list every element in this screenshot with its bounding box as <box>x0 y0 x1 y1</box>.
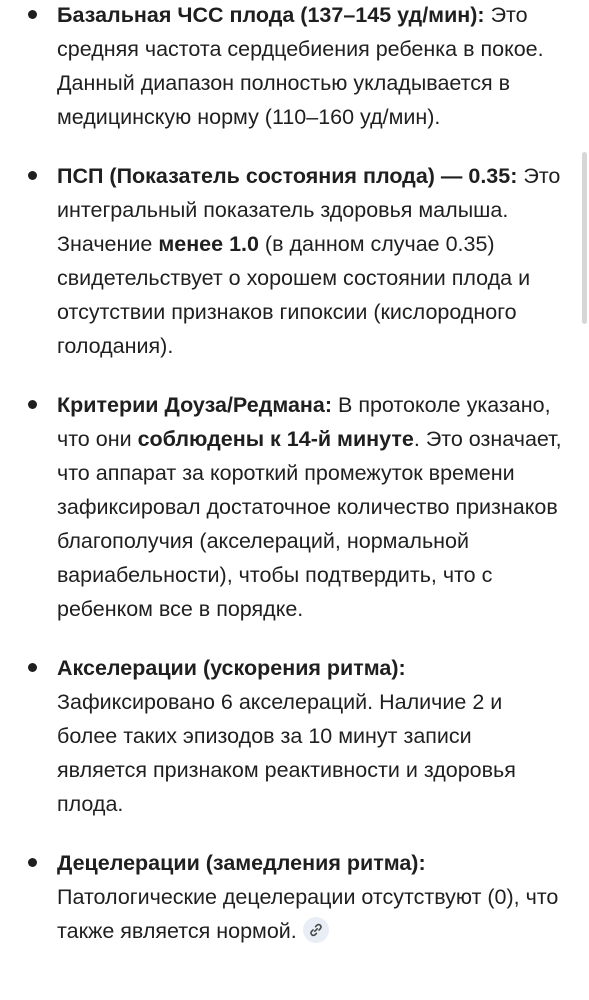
item-title: Критерии Доуза/Редмана: <box>57 393 333 417</box>
bullet-dot <box>28 663 37 672</box>
item-text: Это средняя частота сердцебиения ребенка в покое. Данный диапазон полностью укладывается в медицинскую норму (110–160 уд/мин). <box>57 3 544 129</box>
item-title: ПСП (Показатель состояния плода) — 0.35: <box>57 164 518 188</box>
item-title: Акселерации (ускорения ритма): <box>57 656 406 680</box>
item-title: Децелерации (замедления ритма): <box>57 851 426 875</box>
item-text: Патологические децелерации отсутствуют (0), что также является нормой. <box>57 885 559 943</box>
bullet-dot <box>28 400 37 409</box>
list-item <box>0 388 589 626</box>
list-item <box>0 651 589 821</box>
item-bold-text: соблюдены к 14-й минуте <box>137 427 414 451</box>
scrollbar[interactable] <box>582 152 587 324</box>
bullet-dot <box>28 858 37 867</box>
item-text: Это интегральный показатель здоровья малыша. Значение <box>57 164 561 256</box>
item-title: Базальная ЧСС плода (137–145 уд/мин): <box>57 3 485 27</box>
bullet-dot <box>28 171 37 180</box>
link-icon <box>308 922 324 938</box>
item-text: Зафиксировано 6 акселераций. Наличие 2 и более таких эпизодов за 10 минут записи является признаком реактивности и здоровья плода. <box>57 690 516 816</box>
list-item <box>0 159 589 363</box>
item-bold-text: менее 1.0 <box>158 232 259 256</box>
list-item <box>0 0 589 134</box>
item-text: (в данном случае 0.35) свидетельствует о хорошем состоянии плода и отсутствии признаков гипоксии (кислородного голодания). <box>57 232 531 358</box>
list-item <box>0 846 589 948</box>
item-text: В протоколе указано, что они <box>57 393 551 451</box>
bullet-dot <box>28 10 37 19</box>
item-text: . Это означает, что аппарат за короткий промежуток времени зафиксировал достаточное количество признаков благополучия (акселераций, нормальной вариабельности), чтобы подтвердить, что с ребенком все в порядке. <box>57 427 562 621</box>
source-link-button[interactable] <box>303 917 329 943</box>
